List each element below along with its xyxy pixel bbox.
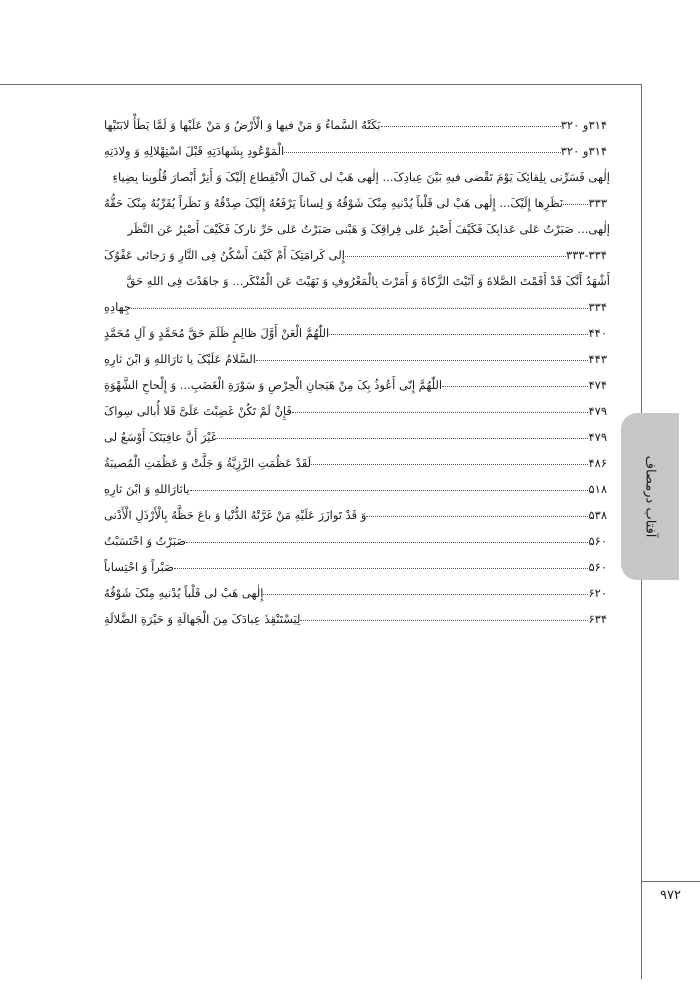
dot-leader (284, 152, 561, 153)
entry-text: صَبْراً وَ احْتِساباً (104, 560, 174, 574)
entry-text: فَإِنْ لَمْ تَکُنْ غَضِبْتَ عَلَیَّ فَلا أُبالی سِواکَ (104, 404, 292, 418)
entry-pages: ۴۴۳ (588, 352, 607, 366)
entry-pages: ۳۳۴ (588, 300, 607, 314)
index-entry (100, 548, 610, 574)
entry-pages: ۶۳۴ (588, 612, 607, 626)
dot-leader (131, 308, 588, 309)
entry-pages: ۵۳۸ (588, 508, 607, 522)
entry-pages: ۴۴۰ (588, 326, 607, 340)
index-entry (100, 314, 610, 340)
side-tab-label: آفتاب درمصاف (642, 455, 658, 538)
dot-leader (174, 568, 589, 569)
entry-text: لِیَسْتَنْقِذَ عِبادَکَ مِنَ الْجَهالَةِ وَ حَیْرَةِ الضَّلالَةِ (104, 612, 301, 626)
index-entry (100, 132, 610, 158)
index-entry (100, 340, 610, 366)
dot-leader (345, 256, 566, 257)
entry-pages: ۴۷۹ (588, 430, 607, 444)
dot-leader (190, 490, 589, 491)
entry-text-line: إِلٰهی... صَبَرْتُ عَلی عَذابِکَ فَکَیْفَ أَصْبِرُ عَلی فِراقِکَ وَ هَبْنی صَبَرْتُ عَلی حَرِّ نارِکَ فَکَیْفَ أَصْبِرُ عَنِ النَّظَرِ (127, 222, 610, 236)
index-entry (100, 184, 610, 210)
folio-rule (641, 881, 700, 882)
dot-leader (442, 386, 588, 387)
index-entry (100, 418, 610, 444)
entry-text-line: أَشْهَدُ أَنَّکَ قَدْ أَقَمْتَ الصَّلاةَ وَ آتَیْتَ الزَّکاةَ وَ أَمَرْتَ بِالْمَعْرُوفِ وَ نَهَیْتَ عَنِ الْمُنْکَرِ... وَ جاهَدْتَ فِی اللهِ حَقَّ (126, 274, 610, 288)
dot-leader (256, 360, 589, 361)
entry-text: غَیْرَ أَنَّ عافِیَتَکَ أَوْسَعُ لی (104, 430, 217, 444)
entry-pages: ۵۱۸ (588, 482, 607, 496)
index-entry (100, 522, 610, 548)
entry-text: اللّٰهُمَّ الْعَنْ أَوَّلَ ظالِمٍ ظَلَمَ حَقَّ مُحَمَّدٍ وَ آلِ مُحَمَّدٍ (104, 326, 330, 340)
top-rule (0, 84, 641, 85)
entry-text: السَّلامُ عَلَیْکَ یا ثارَاللهِ وَ ابْنَ ثارِهِ (104, 352, 256, 366)
index-entry (100, 574, 610, 600)
page-number: ۹۷۲ (660, 888, 681, 903)
index-entry (100, 496, 610, 522)
entry-text: الْمَوْعُودِ بِشَهادَتِهِ قَبْلَ اسْتِهْلالِهِ وَ وِلادَتِهِ (104, 144, 285, 158)
dot-leader (186, 542, 588, 543)
entry-pages: ۳۳۳-۳۳۴ (566, 248, 607, 262)
entry-text: إِلی کَرامَتِکَ أَمْ کَیْفَ أَسْکُنُ فِی النَّارِ وَ رَجائی عَفْوُکَ (104, 248, 345, 262)
entry-text-line: إِلٰهی فَسَرِّنی بِلِقائِکَ یَوْمَ تَقْضی فیهِ بَیْنَ عِبادِکَ... إِلٰهی هَبْ لی کَمالَ الْانْقِطاعِ إِلَیْکَ وَ أَنِرْ أَبْصارَ قُلُوبِنا بِضِیاءِ (112, 170, 610, 184)
entry-pages: ۵۶۰ (588, 560, 607, 574)
index-entry (100, 392, 610, 418)
index-entry (100, 600, 610, 626)
dot-leader (329, 334, 588, 335)
index-entry (100, 444, 610, 470)
index-entry (100, 236, 610, 262)
dot-leader (563, 204, 588, 205)
entry-pages: ۴۷۹ (588, 404, 607, 418)
entry-text: صَبَرْتُ وَ احْتَسَبْتُ (104, 534, 187, 548)
dot-leader (381, 126, 561, 127)
entry-text: إِلٰهی هَبْ لی قَلْباً یُدْنیهِ مِنْکَ شَوْقُهُ (104, 586, 264, 600)
entry-pages: ۴۷۴ (588, 378, 607, 392)
entry-text: جِهادِهِ (104, 300, 132, 314)
dot-leader (263, 594, 588, 595)
entry-pages: ۳۳۳ (588, 196, 607, 210)
index-entry (100, 366, 610, 392)
dot-leader (366, 516, 588, 517)
dot-leader (292, 412, 589, 413)
entry-pages: ۵۶۰ (588, 534, 607, 548)
entry-text: نَظَرِها إِلَیْکَ... إِلٰهی هَبْ لی قَلْباً یُدْنیهِ مِنْکَ شَوْقُهُ وَ لِساناً یَرْفَعُهُ إِلَیْکَ صِدْقُهُ وَ نَظَراً یُقَرِّبُهُ مِنْکَ حَقُّهُ (104, 196, 564, 210)
index-entry (100, 106, 610, 132)
entry-text: لَقَدْ عَظُمَتِ الرَّزِیَّةُ وَ جَلَّتْ وَ عَظُمَتِ الْمُصیبَةُ (104, 456, 312, 470)
entry-text: وَ قَدْ تَوازَرَ عَلَیْهِ مَنْ غَرَّتْهُ الدُّنْیا وَ باعَ حَظَّهُ بِالْأَرْذَلِ الْأَدْنی (104, 508, 367, 522)
entry-pages: ۴۸۶ (588, 456, 607, 470)
index-list (100, 106, 610, 626)
entry-pages: ۶۲۰ (588, 586, 607, 600)
side-tab (621, 413, 679, 580)
dot-leader (217, 438, 589, 439)
index-entry (100, 288, 610, 314)
index-entry (100, 470, 610, 496)
entry-text: بَکَتْهُ السَّماءُ وَ مَنْ فیها وَ الْأَرْضُ وَ مَنْ عَلَیْها وَ لَمَّا یَطَأْ لابَتَیْها (104, 118, 381, 132)
entry-text: اللّٰهُمَّ إِنّی أَعُوذُ بِکَ مِنْ هَیَجانِ الْحِرْصِ وَ سَوْرَةِ الْغَضَبِ... وَ إِلْحاحِ الشَّهْوَةِ (104, 378, 443, 392)
entry-pages: ۳۱۴و ۳۲۰ (560, 118, 607, 132)
dot-leader (300, 620, 588, 621)
dot-leader (311, 464, 588, 465)
entry-pages: ۳۱۴و ۳۲۰ (560, 144, 607, 158)
entry-text: یاثارَاللهِ وَ ابْنَ ثارِهِ (104, 482, 190, 496)
